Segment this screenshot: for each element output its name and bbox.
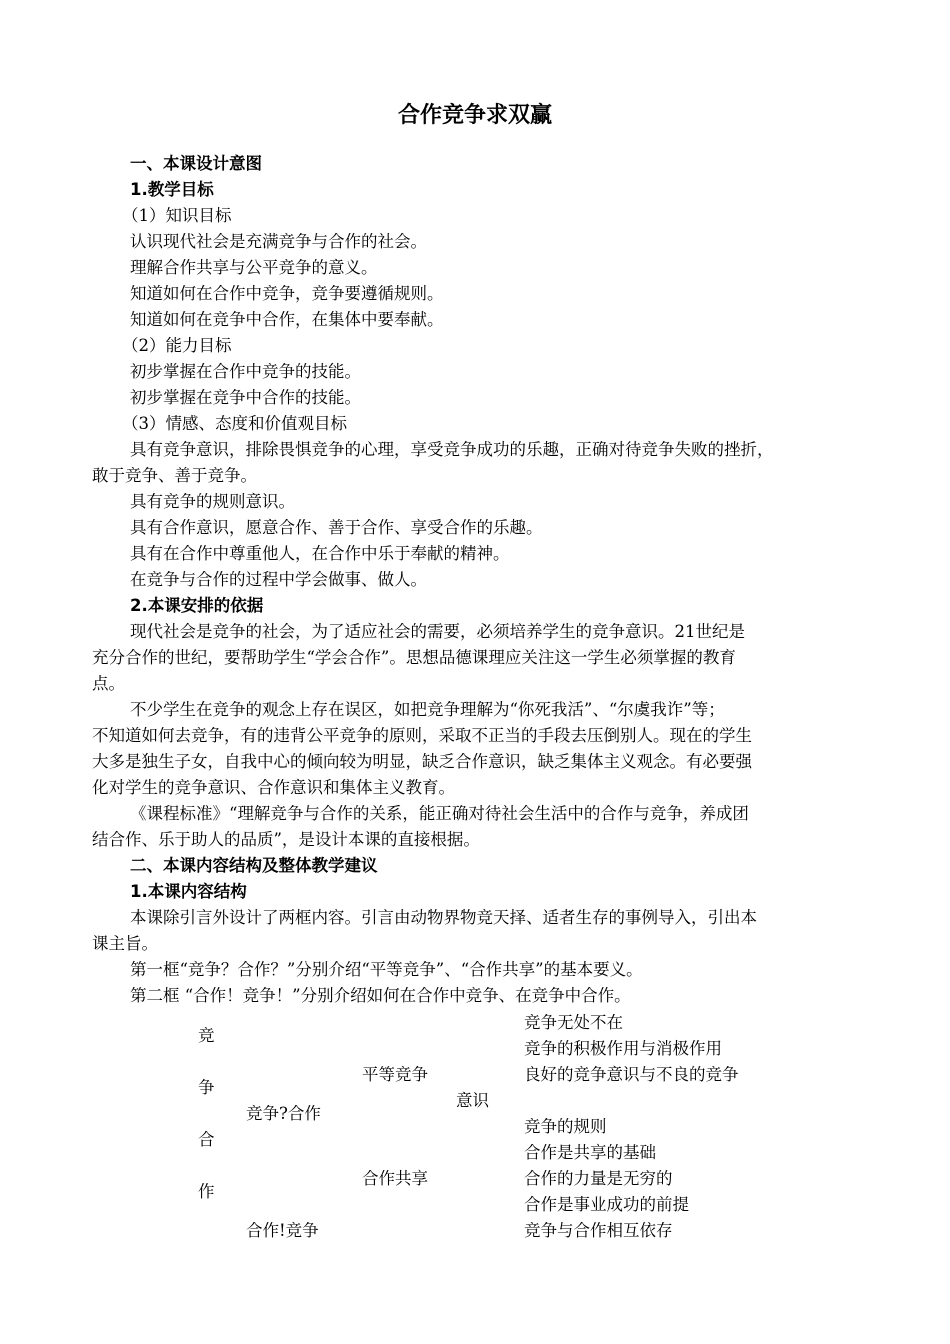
text-line: 初步掌握在竞争中合作的技能。 — [130, 388, 361, 407]
text-line: 具有竞争的规则意识。 — [130, 492, 295, 511]
text-line: 知道如何在竞争中合作，在集体中要奉献。 — [130, 310, 444, 329]
point-item: 竞争无处不在 — [524, 1013, 623, 1032]
root-char: 竞 — [198, 1026, 215, 1045]
topic-label: 合作共享 — [362, 1169, 428, 1188]
text-line: 具有在合作中尊重他人，在合作中乐于奉献的精神。 — [130, 544, 510, 563]
text-line: 敢于竞争、善于竞争。 — [92, 466, 257, 485]
frame-two-label: 合作!竞争 — [246, 1221, 319, 1240]
text-line: 理解合作共享与公平竞争的意义。 — [130, 258, 378, 277]
point-item: 竞争的积极作用与消极作用 — [524, 1039, 722, 1058]
frame-one-label: 竞争?合作 — [246, 1104, 321, 1123]
text-line: 第一框“竞争？合作？”分别介绍“平等竞争”、“合作共享”的基本要义。 — [130, 960, 643, 979]
topic-label: 平等竞争 — [362, 1065, 428, 1084]
text-line: 具有合作意识，愿意合作、善于合作、享受合作的乐趣。 — [130, 518, 543, 537]
point-item: 竞争的规则 — [524, 1117, 607, 1136]
subsection-heading: 1.教学目标 — [130, 180, 214, 199]
point-item: 竞争与合作相互依存 — [524, 1221, 673, 1240]
point-item: 合作的力量是无穷的 — [524, 1169, 673, 1188]
section-heading: 二、本课内容结构及整体教学建议 — [130, 856, 378, 875]
text-line: （1）知识目标 — [122, 206, 232, 225]
text-line: 知道如何在合作中竞争，竞争要遵循规则。 — [130, 284, 444, 303]
text-line: 充分合作的世纪，要帮助学生“学会合作”。思想品德课理应关注这一学生必须掌握的教育 — [92, 648, 736, 667]
text-line: 点。 — [92, 674, 125, 693]
subsection-heading: 1.本课内容结构 — [130, 882, 247, 901]
text-line: 认识现代社会是充满竞争与合作的社会。 — [130, 232, 427, 251]
text-line: 具有竞争意识，排除畏惧竞争的心理，享受竞争成功的乐趣，正确对待竞争失败的挫折， — [130, 440, 774, 459]
text-line: 《课程标准》“理解竞争与合作的关系，能正确对待社会生活中的合作与竞争，养成团 — [130, 804, 749, 823]
text-line: 化对学生的竞争意识、合作意识和集体主义教育。 — [92, 778, 455, 797]
point-item: 合作是共享的基础 — [524, 1143, 656, 1162]
sub-label: 意识 — [456, 1091, 489, 1110]
text-line: 第二框 “合作！竞争！”分别介绍如何在合作中竞争、在竞争中合作。 — [130, 986, 631, 1005]
point-item: 合作是事业成功的前提 — [524, 1195, 689, 1214]
text-line: 不知道如何去竞争，有的违背公平竞争的原则，采取不正当的手段去压倒别人。现在的学生 — [92, 726, 752, 745]
text-line: （2）能力目标 — [122, 336, 232, 355]
text-line: 结合作、乐于助人的品质”，是设计本课的直接根据。 — [92, 830, 480, 849]
text-line: 课主旨。 — [92, 934, 158, 953]
subsection-heading: 2.本课安排的依据 — [130, 596, 264, 615]
text-line: 大多是独生子女，自我中心的倾向较为明显，缺乏合作意识，缺乏集体主义观念。有必要强 — [92, 752, 752, 771]
text-line: 不少学生在竞争的观念上存在误区，如把竞争理解为“你死我活”、“尔虞我诈”等； — [130, 700, 725, 719]
text-line: （3）情感、态度和价值观目标 — [122, 414, 347, 433]
text-line: 初步掌握在合作中竞争的技能。 — [130, 362, 361, 381]
text-line: 在竞争与合作的过程中学会做事、做人。 — [130, 570, 427, 589]
root-char: 合 — [198, 1130, 215, 1149]
point-item: 良好的竞争意识与不良的竞争 — [524, 1065, 739, 1084]
text-line: 本课除引言外设计了两框内容。引言由动物界物竞天择、适者生存的事例导入，引出本 — [130, 908, 757, 927]
root-char: 争 — [198, 1078, 215, 1097]
section-heading: 一、本课设计意图 — [130, 154, 262, 173]
root-char: 作 — [198, 1182, 215, 1201]
page-title: 合作竞争求双赢 — [397, 103, 552, 128]
text-line: 现代社会是竞争的社会，为了适应社会的需要，必须培养学生的竞争意识。21世纪是 — [130, 622, 745, 641]
